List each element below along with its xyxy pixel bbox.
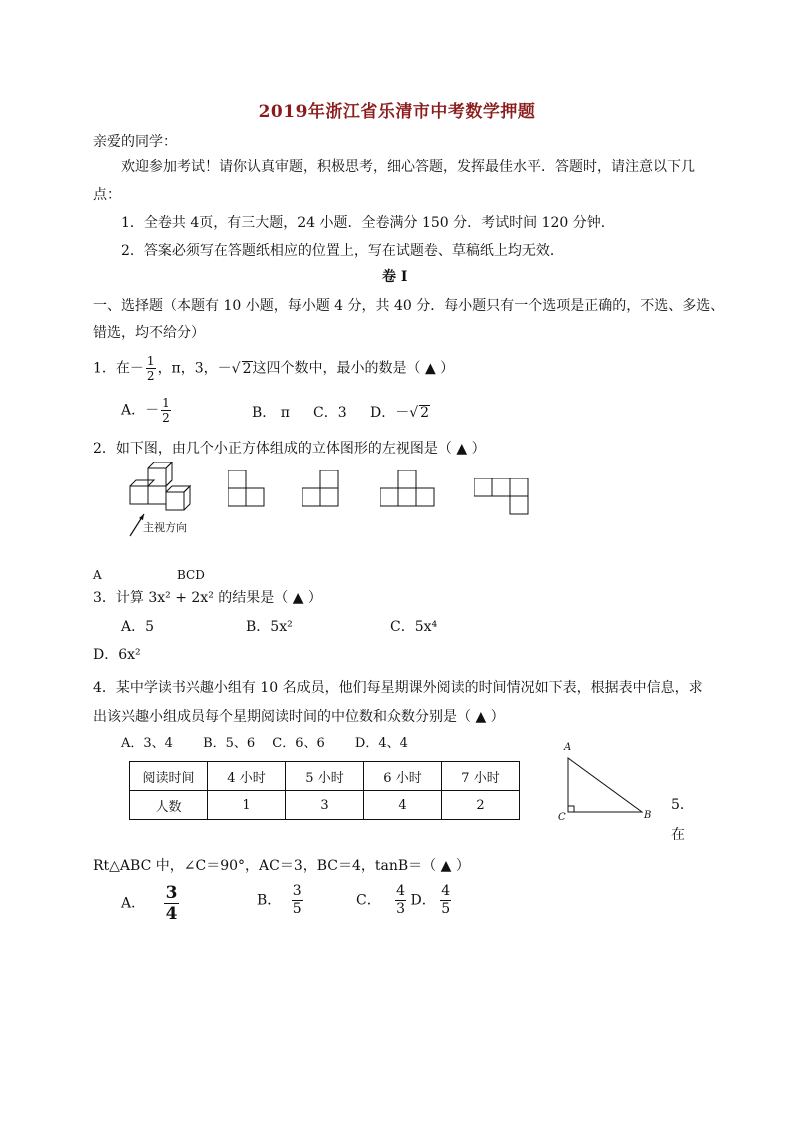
q5-a-num: 3 [165,883,178,903]
question-4-stem-2: 出该兴趣小组成员每个星期阅读时间的中位数和众数分别是（ ▲ ） [93,709,505,725]
table-cell: 人数 [130,791,208,820]
q1-opt-d-prefix: D．－ [370,405,410,421]
q4-table [129,761,520,820]
part1-line-1: 一、选择题（本题有 10 小题，每小题 4 分，共 40 分．每小题只有一个选项是正确的，不选、多选、 [93,298,725,314]
q3-option-b: B．5x² [246,619,293,635]
q1-frac-den: 2 [146,369,155,383]
q5-c-num: 4 [396,883,406,899]
q1-sqrt: √ 2 [231,360,252,377]
q5-a-den: 4 [165,904,178,924]
q1-option-c: C．3 [313,405,347,421]
q5-option-a [121,883,179,924]
q5-opt-c-label: C． [356,892,381,909]
q3-option-a: A．5 [121,619,155,635]
q5-c-den: 3 [396,901,406,917]
q5-option-c [356,883,451,918]
q5-opt-c-fraction [395,883,406,918]
q3-option-d: D．6x² [93,647,141,663]
q5-opt-d-fraction [440,883,451,918]
greeting: 亲爱的同学： [93,134,177,150]
question-1-stem [93,354,454,383]
q1-opt-a-prefix: A．－ [121,402,160,419]
q2-option-c-view [380,470,438,510]
q5-number: 5． [671,797,694,813]
question-4-stem-1: 4．某中学读书兴趣小组有 10 名成员，他们每星期课外阅读的时间情况如下表，根据表中信息，求 [93,680,703,696]
q2-option-d-view [474,478,534,520]
intro-line-1: 欢迎参加考试！请你认真审题，积极思考，细心答题，发挥最佳水平．答题时，请注意以下几 [121,159,695,175]
table-cell: 6 小时 [364,762,442,791]
table-cell: 2 [442,791,520,820]
q5-b-num: 3 [292,883,302,899]
q5-opt-a-fraction [164,883,180,924]
q1-opt-d-sqrt: √ 2 [409,405,430,421]
q5-opt-b-label: B． [257,892,282,909]
q1-frac-num: 1 [146,354,155,368]
q1-opt-a-den: 2 [162,411,170,425]
q1-option-b: B． π [252,405,290,421]
table-cell: 4 [364,791,442,820]
q5-d-den: 5 [441,901,451,917]
question-3-stem: 3．计算 3x² + 2x² 的结果是（ ▲ ） [93,590,322,606]
q2-label-bcd: BCD [177,568,205,582]
table-row [130,791,520,820]
section-title: 卷 I [382,269,408,285]
table-cell: 1 [208,791,286,820]
q1-option-a [121,396,173,425]
intro-line-2: 点： [93,187,121,203]
q1-option-d [370,404,430,422]
q1-fraction [146,354,156,383]
table-cell: 阅读时间 [130,762,208,791]
part1-line-2: 错选，均不给分） [93,325,205,341]
q1-opt-d-sqrt-arg: 2 [420,405,430,421]
q5-label-c: C [558,812,566,823]
q1-opt-a-fraction [161,396,171,425]
q3-option-c: C．5x⁴ [390,619,438,635]
q1-opt-a-num: 1 [162,396,170,410]
table-row [130,762,520,791]
table-cell: 4 小时 [208,762,286,791]
q5-label-a: A [564,742,572,753]
q2-option-b-view [302,470,342,510]
q1-suffix: 这四个数中，最小的数是（ ▲ ） [252,360,455,377]
q5-zai: 在 [671,827,685,843]
q2-label-a: A [93,568,102,582]
q5-opt-d-label: D． [410,892,436,909]
q5-opt-a-label: A． [121,895,146,912]
table-cell: 3 [286,791,364,820]
q5-option-b [257,883,303,918]
q5-b-den: 5 [292,901,302,917]
q1-mid: ，π，3，－ [157,360,232,377]
note-2: 2．答案必须写在答题纸相应的位置上，写在试题卷、草稿纸上均无效． [121,243,564,259]
table-cell: 7 小时 [442,762,520,791]
q1-sqrt-arg: 2 [242,360,252,377]
q1-prefix: 1．在－ [93,360,144,377]
question-2-stem: 2．如下图，由几个小正方体组成的立体图形的左视图是（ ▲ ） [93,441,486,457]
table-cell: 5 小时 [286,762,364,791]
q5-triangle-figure [560,750,650,820]
q2-arrow-label: 主视方向 [143,521,187,534]
note-1: 1．全卷共 4页，有三大题，24 小题．全卷满分 150 分．考试时间 120 分钟． [121,215,615,231]
q5-label-b: B [644,810,652,821]
q5-d-num: 4 [441,883,451,899]
q5-opt-b-fraction [292,883,303,918]
question-5-stem: Rt△ABC 中，∠C＝90°，AC＝3，BC＝4，tanB＝（ ▲ ） [93,858,470,874]
q2-option-a-view [228,470,268,510]
page-title: 2019年浙江省乐清市中考数学押题 [258,102,536,122]
q4-options: A．3、4 B．5、6 C．6、6 D．4、4 [121,736,408,751]
